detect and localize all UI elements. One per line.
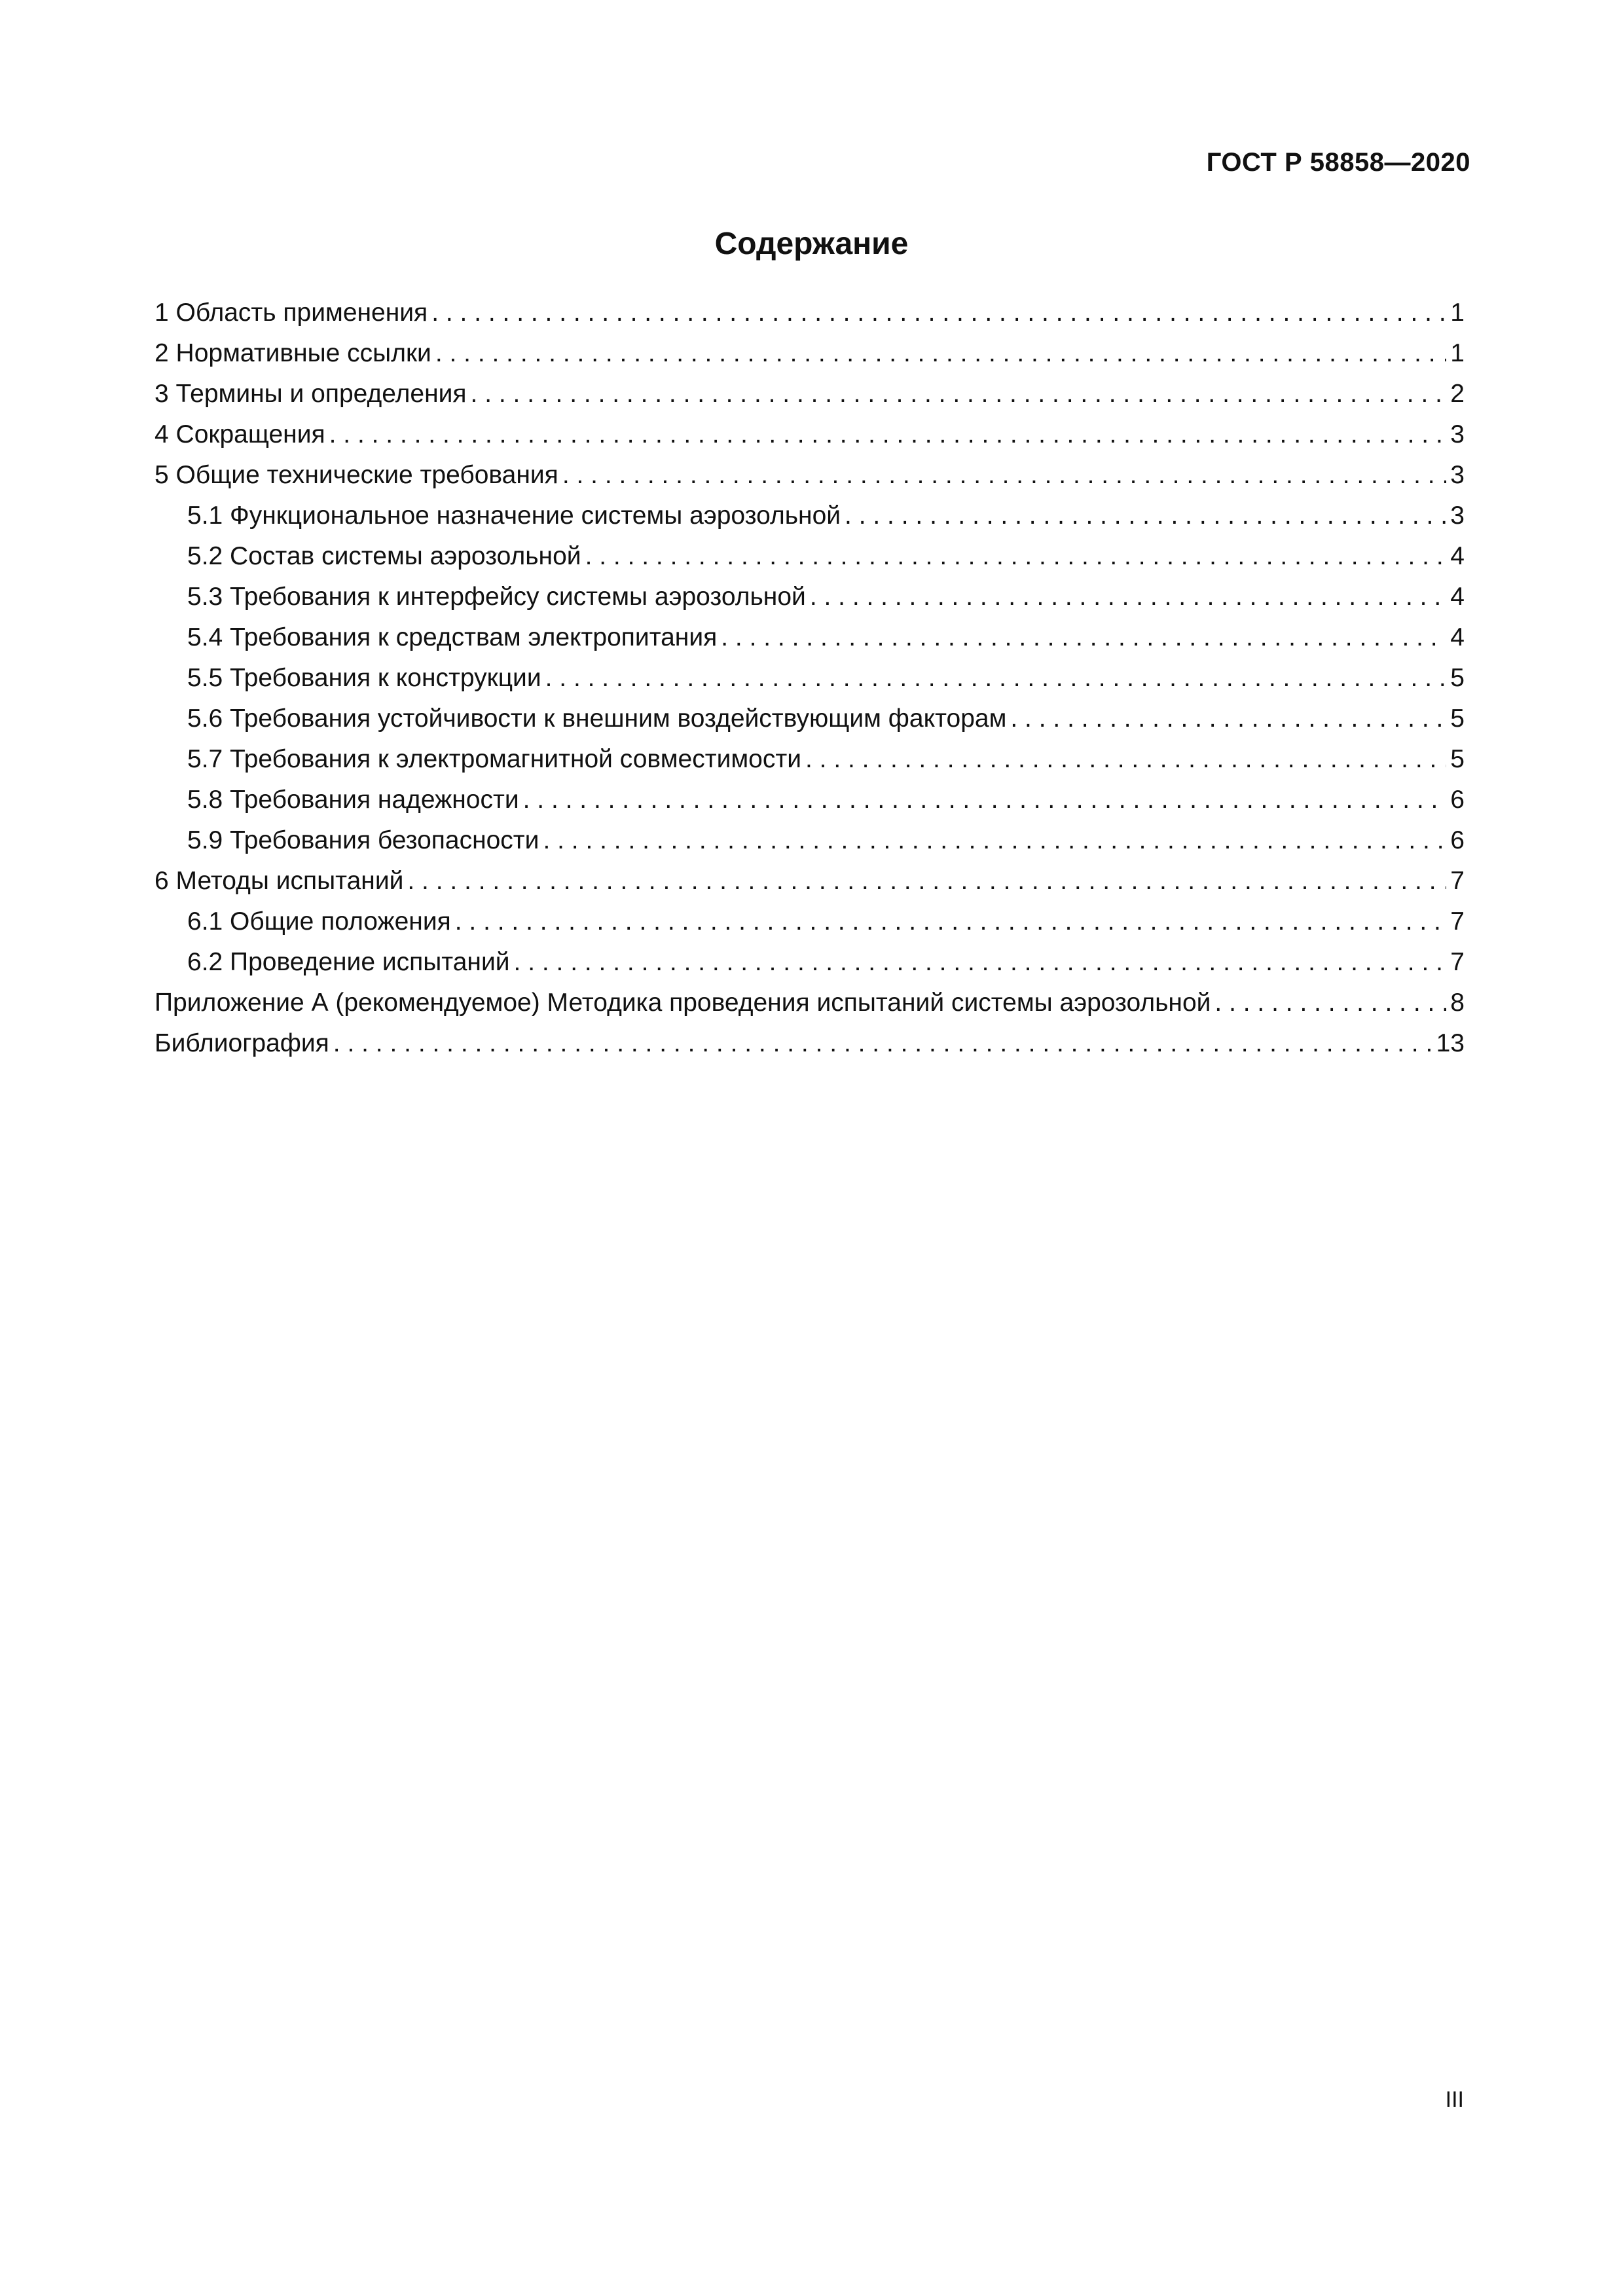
toc-entry-page: 4 [1450,623,1465,651]
toc-dot-leader [431,293,1446,333]
toc-dot-leader [562,455,1446,496]
toc-dot-leader [407,861,1446,902]
toc-entry[interactable] [155,820,1465,861]
toc-entry[interactable] [155,496,1465,536]
toc-entry[interactable] [155,902,1465,942]
toc-entry-label: Приложение А (рекомендуемое) Методика проведения испытаний системы аэрозольной [155,989,1211,1017]
toc-entry-label: 6.1 Общие положения [187,907,451,936]
toc-dot-leader [545,658,1447,699]
toc-entry[interactable] [155,455,1465,496]
toc-entry-page: 7 [1450,948,1465,976]
toc-entry-label: 1 Область применения [155,299,428,327]
toc-entry-page: 3 [1450,501,1465,530]
toc-entry[interactable] [155,333,1465,374]
toc-entry-label: 5.2 Состав системы аэрозольной [187,542,581,570]
toc-entry-page: 8 [1450,989,1465,1017]
toc-dot-leader [845,496,1446,536]
toc-dot-leader [471,374,1447,414]
toc-entry[interactable] [155,699,1465,739]
page-title: Содержание [714,227,909,261]
toc-entry-label: 5.4 Требования к средствам электропитания [187,623,718,651]
toc-entry[interactable] [155,536,1465,577]
toc-entry-label: Библиография [155,1029,329,1057]
toc-entry-page: 4 [1450,542,1465,570]
toc-entry-label: 5.7 Требования к электромагнитной совместимости [187,745,801,773]
toc-dot-leader [333,1023,1432,1064]
toc-dot-leader [1010,699,1446,739]
toc-dot-leader [514,942,1447,983]
toc-entry[interactable] [155,780,1465,820]
page-number: III [1445,2087,1464,2112]
toc-dot-leader [810,577,1446,617]
toc-entry-page: 5 [1450,745,1465,773]
toc-entry-page: 13 [1436,1029,1465,1057]
toc-entry-label: 6 Методы испытаний [155,867,404,895]
toc-entry[interactable] [155,861,1465,902]
toc-dot-leader [543,820,1446,861]
toc-entry-label: 5.5 Требования к конструкции [187,664,541,692]
toc-entry[interactable] [155,374,1465,414]
toc-entry-label: 5 Общие технические требования [155,461,558,489]
toc-dot-leader [1214,983,1446,1023]
toc-entry-label: 6.2 Проведение испытаний [187,948,510,976]
toc-entry[interactable] [155,293,1465,333]
toc-entry[interactable] [155,942,1465,983]
toc-entry[interactable] [155,1023,1465,1064]
toc-entry-page: 4 [1450,583,1465,611]
toc-dot-leader [435,333,1446,374]
toc-dot-leader [721,617,1446,658]
toc-entry-label: 3 Термины и определения [155,380,467,408]
toc-entry-page: 1 [1450,299,1465,327]
toc-entry[interactable] [155,577,1465,617]
toc-entry-page: 7 [1450,867,1465,895]
toc-dot-leader [585,536,1447,577]
toc-dot-leader [805,739,1446,780]
toc-entry[interactable] [155,983,1465,1023]
table-of-contents [155,293,1465,1064]
toc-entry-page: 6 [1450,786,1465,814]
toc-entry[interactable] [155,617,1465,658]
toc-entry-label: 2 Нормативные ссылки [155,339,431,367]
toc-entry-label: 5.6 Требования устойчивости к внешним воздействующим факторам [187,704,1007,733]
toc-entry-page: 1 [1450,339,1465,367]
toc-entry-label: 5.3 Требования к интерфейсу системы аэрозольной [187,583,806,611]
toc-dot-leader [455,902,1447,942]
toc-entry-page: 7 [1450,907,1465,936]
toc-dot-leader [523,780,1447,820]
toc-entry-page: 3 [1450,461,1465,489]
toc-entry-page: 5 [1450,664,1465,692]
toc-entry-label: 5.8 Требования надежности [187,786,519,814]
toc-dot-leader [329,414,1447,455]
toc-entry[interactable] [155,658,1465,699]
toc-entry[interactable] [155,414,1465,455]
toc-entry-page: 2 [1450,380,1465,408]
toc-entry-page: 3 [1450,420,1465,448]
toc-entry-page: 6 [1450,826,1465,854]
toc-entry[interactable] [155,739,1465,780]
toc-entry-page: 5 [1450,704,1465,733]
toc-entry-label: 5.1 Функциональное назначение системы аэрозольной [187,501,841,530]
toc-entry-label: 4 Сокращения [155,420,325,448]
document-code: ГОСТ Р 58858—2020 [1206,148,1470,177]
toc-entry-label: 5.9 Требования безопасности [187,826,539,854]
